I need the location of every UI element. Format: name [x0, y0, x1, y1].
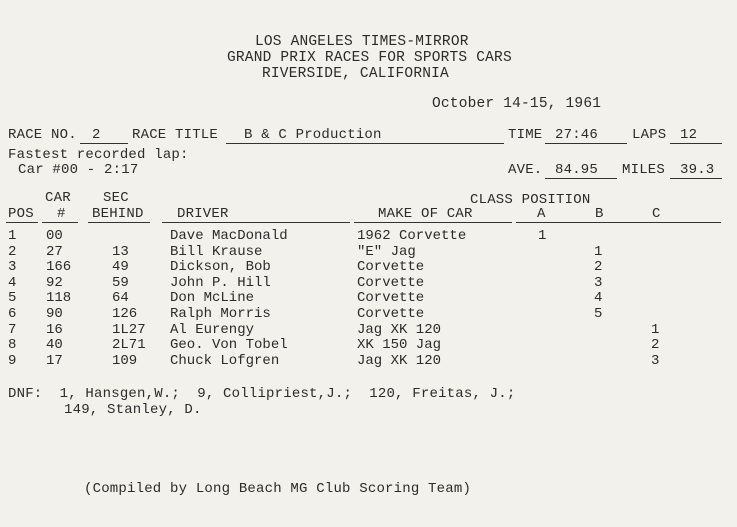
cell-pos: 9 — [8, 352, 17, 369]
header-rule-sec — [88, 222, 150, 223]
cell-c: 2 — [651, 337, 660, 354]
cell-car: 27 — [46, 243, 63, 260]
cell-pos: 4 — [8, 274, 17, 291]
cell-c: 3 — [651, 352, 660, 369]
header-line-3: RIVERSIDE, CALIFORNIA — [262, 66, 449, 82]
table-row — [0, 228, 737, 244]
cell-sec: 59 — [112, 274, 129, 291]
header-car-top: CAR — [45, 190, 71, 206]
cell-make: Corvette — [357, 274, 425, 291]
header-line-1: LOS ANGELES TIMES-MIRROR — [255, 34, 469, 50]
header-rule-class — [516, 222, 721, 223]
cell-car: 166 — [46, 259, 72, 276]
table-row — [0, 275, 737, 291]
footer-credit: (Compiled by Long Beach MG Club Scoring Team) — [84, 481, 472, 497]
time-label: TIME — [508, 127, 543, 143]
cell-make: Corvette — [357, 259, 425, 276]
race-rule-no — [80, 143, 128, 144]
cell-driver: Don McLine — [170, 290, 255, 307]
cell-make: Corvette — [357, 290, 425, 307]
cell-driver: John P. Hill — [170, 274, 271, 291]
cell-sec: 2L71 — [112, 337, 146, 354]
header-rule-make — [354, 222, 512, 223]
header-class-a: A — [537, 206, 546, 222]
table-row — [0, 353, 737, 369]
cell-pos: 3 — [8, 259, 17, 276]
header-pos: POS — [8, 206, 34, 222]
cell-sec: 109 — [112, 352, 138, 369]
ave-rule — [545, 178, 617, 179]
cell-car: 92 — [46, 274, 63, 291]
cell-car: 90 — [46, 306, 63, 322]
cell-b: 2 — [594, 259, 603, 276]
race-date: October 14-15, 1961 — [432, 96, 602, 112]
cell-pos: 2 — [8, 243, 17, 260]
header-sec: BEHIND — [92, 206, 144, 222]
cell-pos: 1 — [8, 228, 17, 244]
table-row — [0, 259, 737, 275]
miles-rule — [670, 178, 722, 179]
table-row — [0, 244, 737, 260]
cell-car: 118 — [46, 290, 72, 307]
cell-make: Jag XK 120 — [357, 321, 442, 338]
cell-make: 1962 Corvette — [357, 228, 467, 244]
cell-pos: 6 — [8, 306, 17, 322]
cell-b: 3 — [594, 274, 603, 291]
dnf-line-2: 149, Stanley, D. — [64, 402, 202, 418]
header-rule-car — [42, 222, 78, 223]
cell-b: 5 — [594, 306, 603, 322]
cell-pos: 8 — [8, 337, 17, 354]
cell-car: 16 — [46, 321, 63, 338]
cell-driver: Al Eurengy — [170, 321, 255, 338]
race-rule-laps — [670, 143, 722, 144]
header-rule-driver — [162, 222, 350, 223]
cell-driver: Dave MacDonald — [170, 228, 288, 244]
fastest-lap-label: Fastest recorded lap: — [8, 147, 189, 163]
table-row — [0, 306, 737, 322]
cell-make: Jag XK 120 — [357, 352, 442, 369]
ave-value: 84.95 — [555, 162, 599, 178]
cell-pos: 7 — [8, 321, 17, 338]
cell-sec: 64 — [112, 290, 129, 307]
miles-value: 39.3 — [680, 162, 715, 178]
race-no-label: RACE NO. — [8, 127, 77, 143]
cell-car: 17 — [46, 352, 63, 369]
cell-b: 4 — [594, 290, 603, 307]
laps-label: LAPS — [632, 127, 667, 143]
header-make: MAKE OF CAR — [378, 206, 473, 222]
table-row — [0, 290, 737, 306]
cell-driver: Bill Krause — [170, 243, 263, 260]
miles-label: MILES — [622, 162, 666, 178]
race-rule-time — [545, 143, 627, 144]
ave-label: AVE. — [508, 162, 543, 178]
header-rule-pos — [6, 222, 38, 223]
cell-car: 40 — [46, 337, 63, 354]
table-row — [0, 322, 737, 338]
table-row — [0, 337, 737, 353]
header-driver: DRIVER — [177, 206, 229, 222]
cell-driver: Geo. Von Tobel — [170, 337, 288, 354]
cell-a: 1 — [538, 228, 547, 244]
header-class-c: C — [652, 206, 661, 222]
cell-pos: 5 — [8, 290, 17, 307]
header-line-2: GRAND PRIX RACES FOR SPORTS CARS — [227, 50, 512, 66]
cell-driver: Ralph Morris — [170, 306, 271, 322]
fastest-lap-value: Car #00 - 2:17 — [18, 162, 139, 178]
cell-sec: 1L27 — [112, 321, 146, 338]
header-class-b: B — [595, 206, 604, 222]
header-class-position: CLASS POSITION — [470, 192, 591, 208]
race-title: B & C Production — [244, 127, 382, 143]
cell-c: 1 — [651, 321, 660, 338]
race-rule-title — [226, 143, 504, 144]
cell-sec: 126 — [112, 306, 138, 322]
cell-sec: 13 — [112, 243, 129, 260]
laps-value: 12 — [680, 127, 698, 143]
race-title-label: RACE TITLE — [132, 127, 219, 143]
time-value: 27:46 — [555, 127, 599, 143]
header-car: # — [57, 206, 66, 222]
race-no: 2 — [92, 127, 101, 143]
cell-make: Corvette — [357, 306, 425, 322]
cell-driver: Dickson, Bob — [170, 259, 271, 276]
cell-car: 00 — [46, 228, 63, 244]
header-sec-top: SEC — [103, 190, 129, 206]
cell-sec: 49 — [112, 259, 129, 276]
cell-make: "E" Jag — [357, 243, 416, 260]
cell-b: 1 — [594, 243, 603, 260]
dnf-line-1: DNF: 1, Hansgen,W.; 9, Collipriest,J.; 120, Freitas, J.; — [8, 386, 516, 402]
cell-driver: Chuck Lofgren — [170, 352, 280, 369]
cell-make: XK 150 Jag — [357, 337, 442, 354]
